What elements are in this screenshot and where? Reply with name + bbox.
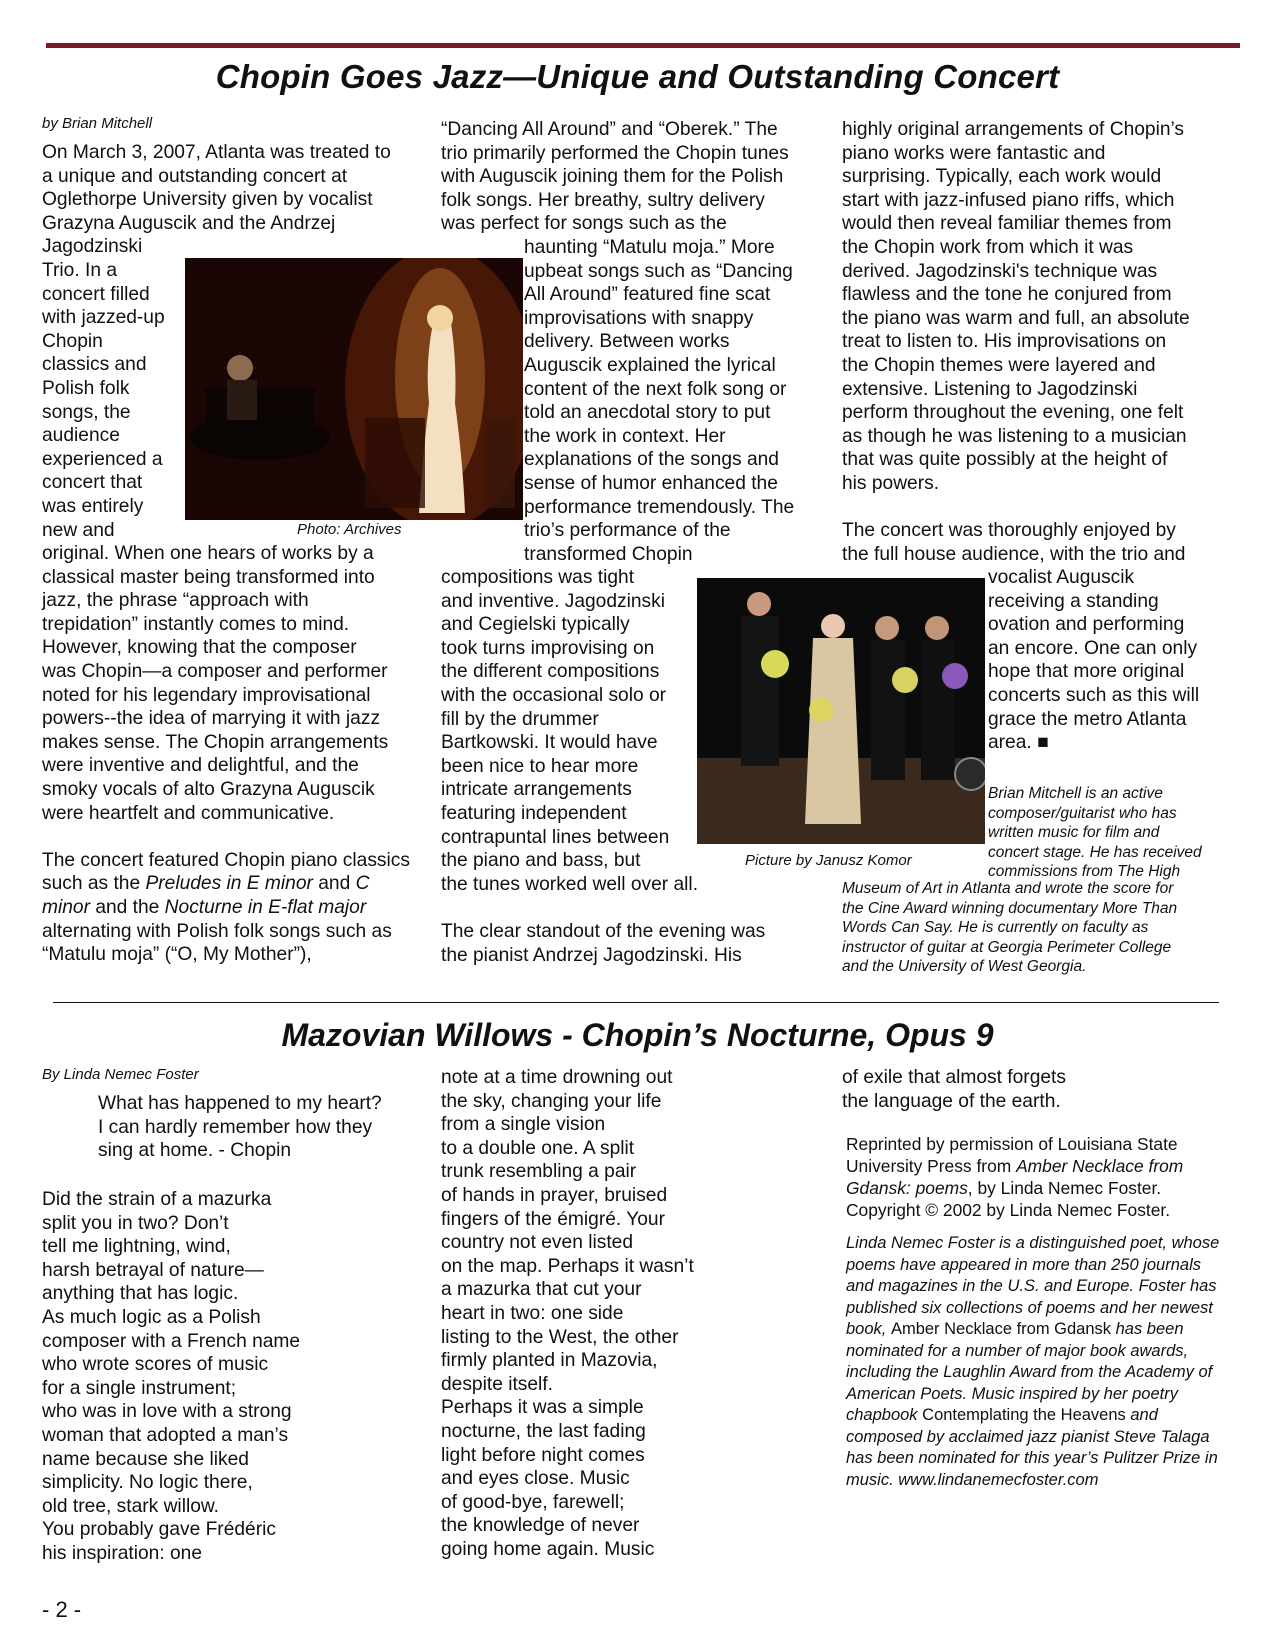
top-rule	[46, 43, 1240, 48]
text-line: I can hardly remember how they	[98, 1116, 373, 1138]
col3-p2-top	[842, 519, 1242, 566]
text-line: powers--the idea of marrying it with jazz	[42, 708, 381, 730]
text-line: listing to the West, the other	[441, 1326, 679, 1348]
text-line: of hands in prayer, bruised	[441, 1184, 668, 1206]
text-line: country not even listed	[441, 1232, 633, 1254]
text-line: the work in context. Her	[524, 425, 726, 447]
text-line: firmly planted in Mazovia,	[441, 1350, 658, 1372]
text-line: contrapuntal lines between	[441, 826, 670, 848]
text-line: of exile that almost forgets	[842, 1067, 1066, 1088]
epigraph-lines	[98, 1092, 418, 1163]
text-line: light before night comes	[441, 1444, 645, 1466]
text-line: the full house audience, with the trio and	[842, 543, 1186, 565]
text-line: the knowledge of never	[441, 1515, 640, 1537]
section-divider	[53, 1002, 1219, 1003]
page-number: - 2 -	[42, 1597, 82, 1622]
text-line: songs, the	[42, 401, 131, 423]
text-line: compositions was tight	[441, 567, 635, 588]
text-line: Words Can Say. He is currently on faculty as	[842, 919, 1149, 936]
poem-col3	[842, 1066, 1242, 1113]
text-line: sense of humor enhanced the	[524, 472, 778, 494]
text-line: the Cine Award winning documentary More Than	[842, 899, 1178, 917]
text-line: the pianist Andrzej Jagodzinski. His	[441, 944, 742, 966]
text-line: However, knowing that the composer	[42, 637, 357, 659]
text-line: Polish folk	[42, 377, 130, 399]
text-line: as though he was listening to a musician	[842, 425, 1187, 447]
text-line: with the occasional solo or	[441, 684, 667, 706]
text-line: who was in love with a strong	[42, 1401, 292, 1423]
text-line: anything that has logic.	[42, 1283, 239, 1305]
byline: by Brian Mitchell	[42, 115, 153, 132]
col2-end	[441, 920, 821, 967]
article-column-2-wrap	[524, 236, 824, 566]
text-line: composer/guitarist who has	[988, 804, 1177, 822]
text-line: content of the next folk song or	[524, 378, 787, 400]
text-line: was Chopin—a composer and performer	[42, 661, 388, 683]
text-line: the Chopin themes were layered and	[842, 354, 1156, 376]
col1-top	[42, 141, 422, 235]
text-line: classics and	[42, 354, 147, 376]
text-line: heart in two: one side	[441, 1302, 624, 1324]
text-line: Museum of Art in Atlanta and wrote the score for	[842, 880, 1174, 897]
text-line: were heartfelt and communicative.	[42, 802, 335, 824]
text-line: trunk resembling a pair	[441, 1161, 637, 1183]
text-line: experienced a	[42, 448, 163, 470]
text-line: been nice to hear more	[441, 755, 639, 777]
poem-column-3	[842, 1066, 1242, 1113]
text-line: the tunes worked well over all.	[441, 873, 699, 895]
text-line: written music for film and	[988, 824, 1160, 841]
col1-paragraph-2: The concert featured Chopin piano classics such as the Preludes in E minor and C minor and the Nocturne in E-flat major alternating with Polish folk songs such as “Matulu moja” (“O, My Mother”),	[42, 849, 410, 966]
text-line: You probably gave Frédéric	[42, 1519, 276, 1541]
text-line: and inventive. Jagodzinski	[441, 590, 665, 612]
text-line: commissions from The High	[988, 863, 1181, 880]
article-column-2-end	[441, 920, 821, 967]
text-line: Grazyna Auguscik and the Andrzej	[42, 212, 336, 234]
text-line: What has happened to my heart?	[98, 1093, 382, 1114]
poem-col2	[441, 1066, 821, 1561]
text-line: original. When one hears of works by a	[42, 543, 374, 565]
text-line: the sky, changing your life	[441, 1090, 662, 1112]
text-line: a mazurka that cut your	[441, 1279, 642, 1301]
col2-mid	[441, 566, 701, 896]
article-column-2	[441, 118, 821, 236]
text-line: and Cegielski typically	[441, 614, 630, 636]
text-line: vocalist Auguscik	[988, 567, 1135, 588]
text-line: tell me lightning, wind,	[42, 1236, 231, 1258]
text-line: with jazzed-up	[42, 307, 165, 329]
text-line: piano works were fantastic and	[842, 142, 1106, 164]
text-line: name because she liked	[42, 1448, 249, 1470]
concert-photo	[185, 258, 523, 520]
article-column-3-wrap	[988, 566, 1248, 755]
text-line: told an anecdotal story to put	[524, 402, 771, 424]
text-line: concert filled	[42, 283, 150, 305]
col3-p2-wrap	[988, 566, 1248, 755]
text-line: the language of the earth.	[842, 1090, 1061, 1112]
text-line: hope that more original	[988, 661, 1185, 683]
text-line: split you in two? Don’t	[42, 1212, 229, 1234]
text-line: haunting “Matulu moja.” More	[524, 237, 775, 258]
text-line: from a single vision	[441, 1114, 606, 1136]
text-line: to a double one. A split	[441, 1137, 635, 1159]
poem-col1	[42, 1188, 422, 1566]
text-line: simplicity. No logic there,	[42, 1472, 253, 1494]
epigraph	[98, 1092, 418, 1163]
text-line: his powers.	[842, 472, 940, 494]
reprint-credit: Reprinted by permission of Louisiana State University Press from Amber Necklace from Gdansk: poems, by Linda Nemec Foster. Copyright © 2002 by Linda Nemec Foster.	[846, 1134, 1184, 1220]
text-line: receiving a standing	[988, 590, 1159, 612]
text-line: on the map. Perhaps it wasn’t	[441, 1255, 694, 1277]
col2-top	[441, 118, 821, 236]
text-line: fill by the drummer	[441, 708, 599, 730]
text-line: and the University of West Georgia.	[842, 958, 1087, 975]
bio-wrap	[988, 784, 1248, 882]
poem-column-2	[441, 1066, 821, 1561]
text-line: Jagodzinski	[42, 236, 143, 258]
text-line: the different compositions	[441, 661, 660, 683]
text-line: audience	[42, 425, 120, 447]
text-line: an encore. One can only	[988, 637, 1198, 659]
text-line: were inventive and delightful, and the	[42, 755, 359, 777]
col3-p1	[842, 118, 1242, 496]
text-line: explanations of the songs and	[524, 449, 779, 471]
text-line: trio’s performance of the	[524, 520, 731, 542]
text-line: noted for his legendary improvisational	[42, 684, 371, 706]
text-line: note at a time drowning out	[441, 1067, 673, 1088]
author-bio-cont	[842, 879, 1252, 977]
text-line: his inspiration: one	[42, 1542, 202, 1564]
article-column-3	[842, 118, 1242, 566]
text-line: and eyes close. Music	[441, 1468, 630, 1490]
text-line: The clear standout of the evening was	[441, 921, 766, 942]
text-line: concert that	[42, 472, 143, 494]
col2-wrap	[524, 236, 824, 566]
text-line: makes sense. The Chopin arrangements	[42, 731, 389, 753]
article-column-2-mid	[441, 566, 701, 896]
text-line: the piano was warm and full, an absolute	[842, 307, 1190, 329]
text-line: On March 3, 2007, Atlanta was treated to	[42, 142, 391, 163]
text-line: who wrote scores of music	[42, 1354, 269, 1376]
text-line: going home again. Music	[441, 1538, 655, 1560]
text-line: smoky vocals of alto Grazyna Auguscik	[42, 779, 375, 801]
text-line: composer with a French name	[42, 1330, 301, 1352]
text-line: sing at home. - Chopin	[98, 1140, 292, 1162]
text-line: woman that adopted a man’s	[42, 1424, 289, 1446]
text-line: The concert was thoroughly enjoyed by	[842, 520, 1176, 542]
text-line: of good-bye, farewell;	[441, 1491, 625, 1513]
text-line: upbeat songs such as “Dancing	[524, 260, 793, 282]
text-line: classical master being transformed into	[42, 566, 375, 588]
text-line: old tree, stark willow.	[42, 1495, 220, 1517]
text-line: highly original arrangements of Chopin’s	[842, 119, 1185, 140]
article-title-2: Mazovian Willows - Chopin’s Nocturne, Opus 9	[281, 1017, 994, 1053]
text-line: for a single instrument;	[42, 1377, 237, 1399]
text-line: the piano and bass, but	[441, 850, 641, 872]
text-line: a unique and outstanding concert at	[42, 165, 348, 187]
text-line: the Chopin work from which it was	[842, 236, 1134, 258]
text-line: concert stage. He has received	[988, 843, 1202, 861]
text-line: Bartkowski. It would have	[441, 732, 658, 754]
text-line: nocturne, the last fading	[441, 1420, 646, 1442]
text-line: derived. Jagodzinski's technique was	[842, 260, 1158, 282]
text-line: transformed Chopin	[524, 543, 693, 565]
text-line: Perhaps it was a simple	[441, 1397, 644, 1419]
photo-caption-2: Picture by Janusz Komor	[745, 852, 912, 869]
text-line: performance tremendously. The	[524, 496, 795, 518]
text-line: “Dancing All Around” and “Oberek.” The	[441, 119, 778, 140]
text-line: was entirely	[42, 495, 144, 517]
text-line: improvisations with snappy	[524, 307, 754, 329]
text-line: took turns improvising on	[441, 637, 655, 659]
text-line: Chopin	[42, 330, 103, 352]
text-line: ovation and performing	[988, 614, 1185, 636]
text-line: jazz, the phrase “approach with	[42, 590, 309, 612]
text-line: flawless and the tone he conjured from	[842, 284, 1172, 306]
text-line: Did the strain of a mazurka	[42, 1189, 272, 1210]
author-bio	[988, 784, 1248, 882]
text-line: Auguscik explained the lyrical	[524, 354, 776, 376]
text-line: despite itself.	[441, 1373, 553, 1395]
text-line: harsh betrayal of nature—	[42, 1259, 264, 1281]
text-line: was perfect for songs such as the	[441, 213, 727, 235]
text-line: perform throughout the evening, one felt	[842, 402, 1184, 424]
photo-caption: Photo: Archives	[297, 521, 402, 538]
text-line: surprising. Typically, each work would	[842, 166, 1162, 188]
text-line: area. ■	[988, 732, 1049, 754]
article-title: Chopin Goes Jazz—Unique and Outstanding Concert	[215, 58, 1060, 95]
text-line: delivery. Between works	[524, 331, 730, 353]
text-line: new and	[42, 519, 115, 541]
bio-full	[842, 879, 1252, 977]
text-line: treat to listen to. His improvisations on	[842, 331, 1167, 353]
text-line: that was quite possibly at the height of	[842, 449, 1168, 471]
text-line: grace the metro Atlanta	[988, 708, 1187, 730]
text-line: folk songs. Her breathy, sultry delivery	[441, 189, 765, 211]
text-line: Trio. In a	[42, 259, 117, 281]
poem-column-1	[42, 1188, 422, 1566]
col1-bottom	[42, 542, 422, 825]
text-line: concerts such as this will	[988, 684, 1200, 706]
text-line: trio primarily performed the Chopin tunes	[441, 142, 789, 164]
text-line: with Auguscik joining them for the Polish	[441, 166, 784, 188]
byline-2: By Linda Nemec Foster	[42, 1066, 199, 1083]
text-line: trepidation” instantly comes to mind.	[42, 613, 350, 635]
text-line: Oglethorpe University given by vocalist	[42, 189, 373, 211]
text-line: As much logic as a Polish	[42, 1306, 261, 1328]
text-line: fingers of the émigré. Your	[441, 1208, 665, 1230]
text-line: Brian Mitchell is an active	[988, 785, 1163, 802]
text-line: All Around” featured fine scat	[524, 284, 771, 306]
text-line: would then reveal familiar themes from	[842, 213, 1172, 235]
performers-photo	[697, 578, 985, 844]
text-line: intricate arrangements	[441, 779, 632, 801]
text-line: instructor of guitar at Georgia Perimeter College	[842, 938, 1172, 956]
text-line: extensive. Listening to Jagodzinski	[842, 378, 1138, 400]
text-line: featuring independent	[441, 802, 627, 824]
poet-bio: Linda Nemec Foster is a distinguished poet, whose poems have appeared in more than 250 journals and magazines in the U.S. and Europe. Foster has published six collections of poems and her newest book, Amber Necklace from Gdansk has been nominated for a number of major book awards, including the Laughlin Award from the Academy of American Poets. Music inspired by her poetry chapbook Contemplating the Heavens and composed by acclaimed jazz pianist Steve Talaga has been nominated for this year’s Pulitzer Prize in music. www.lindanemecfoster.com	[846, 1234, 1220, 1489]
text-line: start with jazz-infused piano riffs, which	[842, 189, 1175, 211]
